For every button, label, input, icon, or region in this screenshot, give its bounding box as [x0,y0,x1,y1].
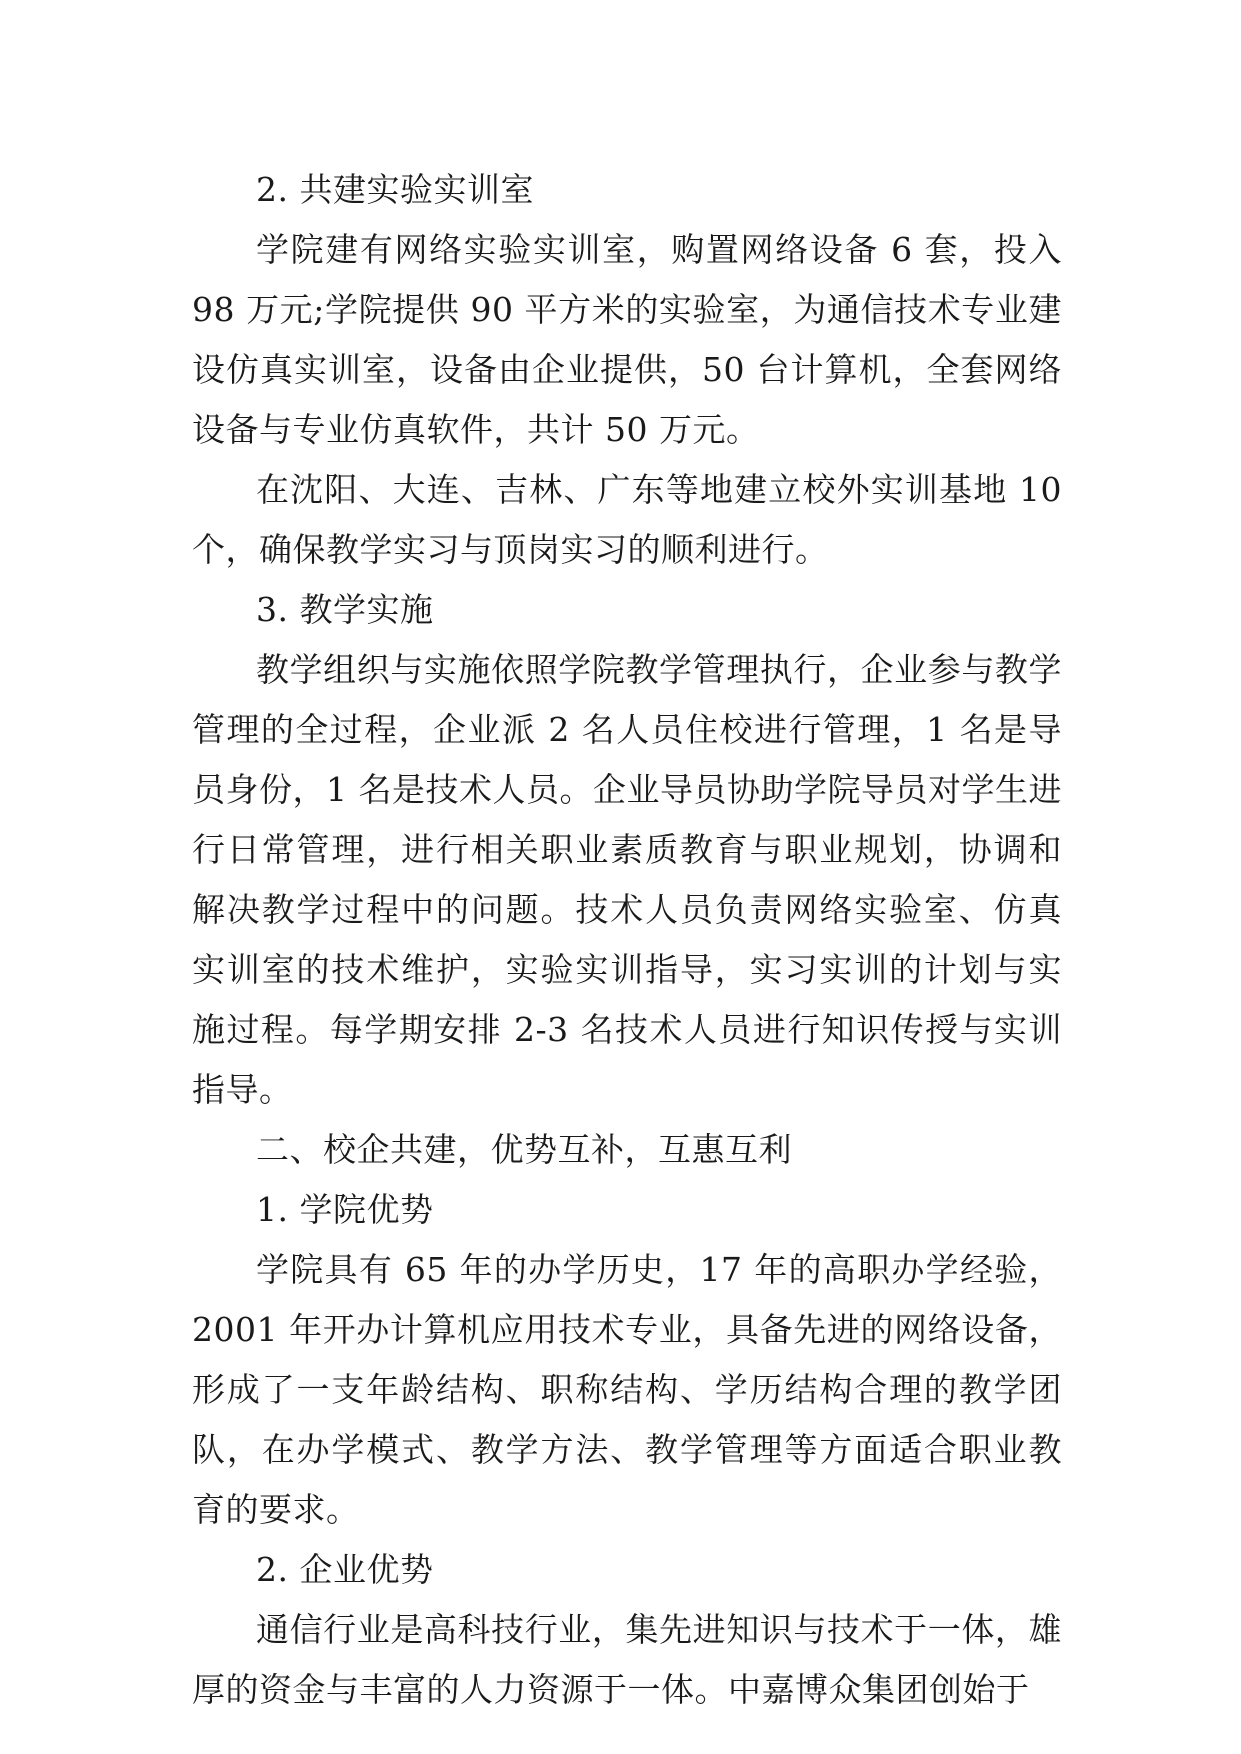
paragraph-lab-investment: 学院建有网络实验实训室，购置网络设备 6 套，投入 98 万元;学院提供 90 平方米的实验室，为通信技术专业建设仿真实训室，设备由企业提供，50 台计算机，全套网络设备与专业仿真软件，共计 50 万元。 [192,230,1062,449]
paragraph-enterprise-advantage: 通信行业是高科技行业，集先进知识与技术于一体，雄厚的资金与丰富的人力资源于一体。中嘉博众集团创始于 [192,1610,1062,1709]
paragraph-teaching-management: 教学组织与实施依照学院教学管理执行，企业参与教学管理的全过程，企业派 2 名人员住校进行管理，1 名是导员身份，1 名是技术人员。企业导员协助学院导员对学生进行日常管理，进行相关职业素质教育与职业规划，协调和解决教学过程中的问题。技术人员负责网络实验室、仿真实训室的技术维护，实验实训指导，实习实训的计划与实施过程。每学期安排 2-3 名技术人员进行知识传授与实训指导。 [192,650,1062,1109]
section-heading-enterprise-advantage: 2. 企业优势 [256,1550,434,1589]
section-heading-college-advantage: 1. 学院优势 [256,1190,434,1229]
paragraph-offsite-bases: 在沈阳、大连、吉林、广东等地建立校外实训基地 10 个，确保教学实习与顶岗实习的顺利进行。 [192,470,1062,569]
section-heading-teaching: 3. 教学实施 [256,590,434,629]
section-heading-shared-labs: 2. 共建实验实训室 [256,170,534,209]
paragraph-college-advantage: 学院具有 65 年的办学历史，17 年的高职办学经验，2001 年开办计算机应用技术专业，具备先进的网络设备，形成了一支年龄结构、职称结构、学历结构合理的教学团队，在办学模式、教学方法、教学管理等方面适合职业教育的要求。 [192,1250,1062,1529]
section-heading-cooperation: 二、校企共建，优势互补，互惠互利 [256,1130,792,1169]
document-body [192,160,1062,1720]
